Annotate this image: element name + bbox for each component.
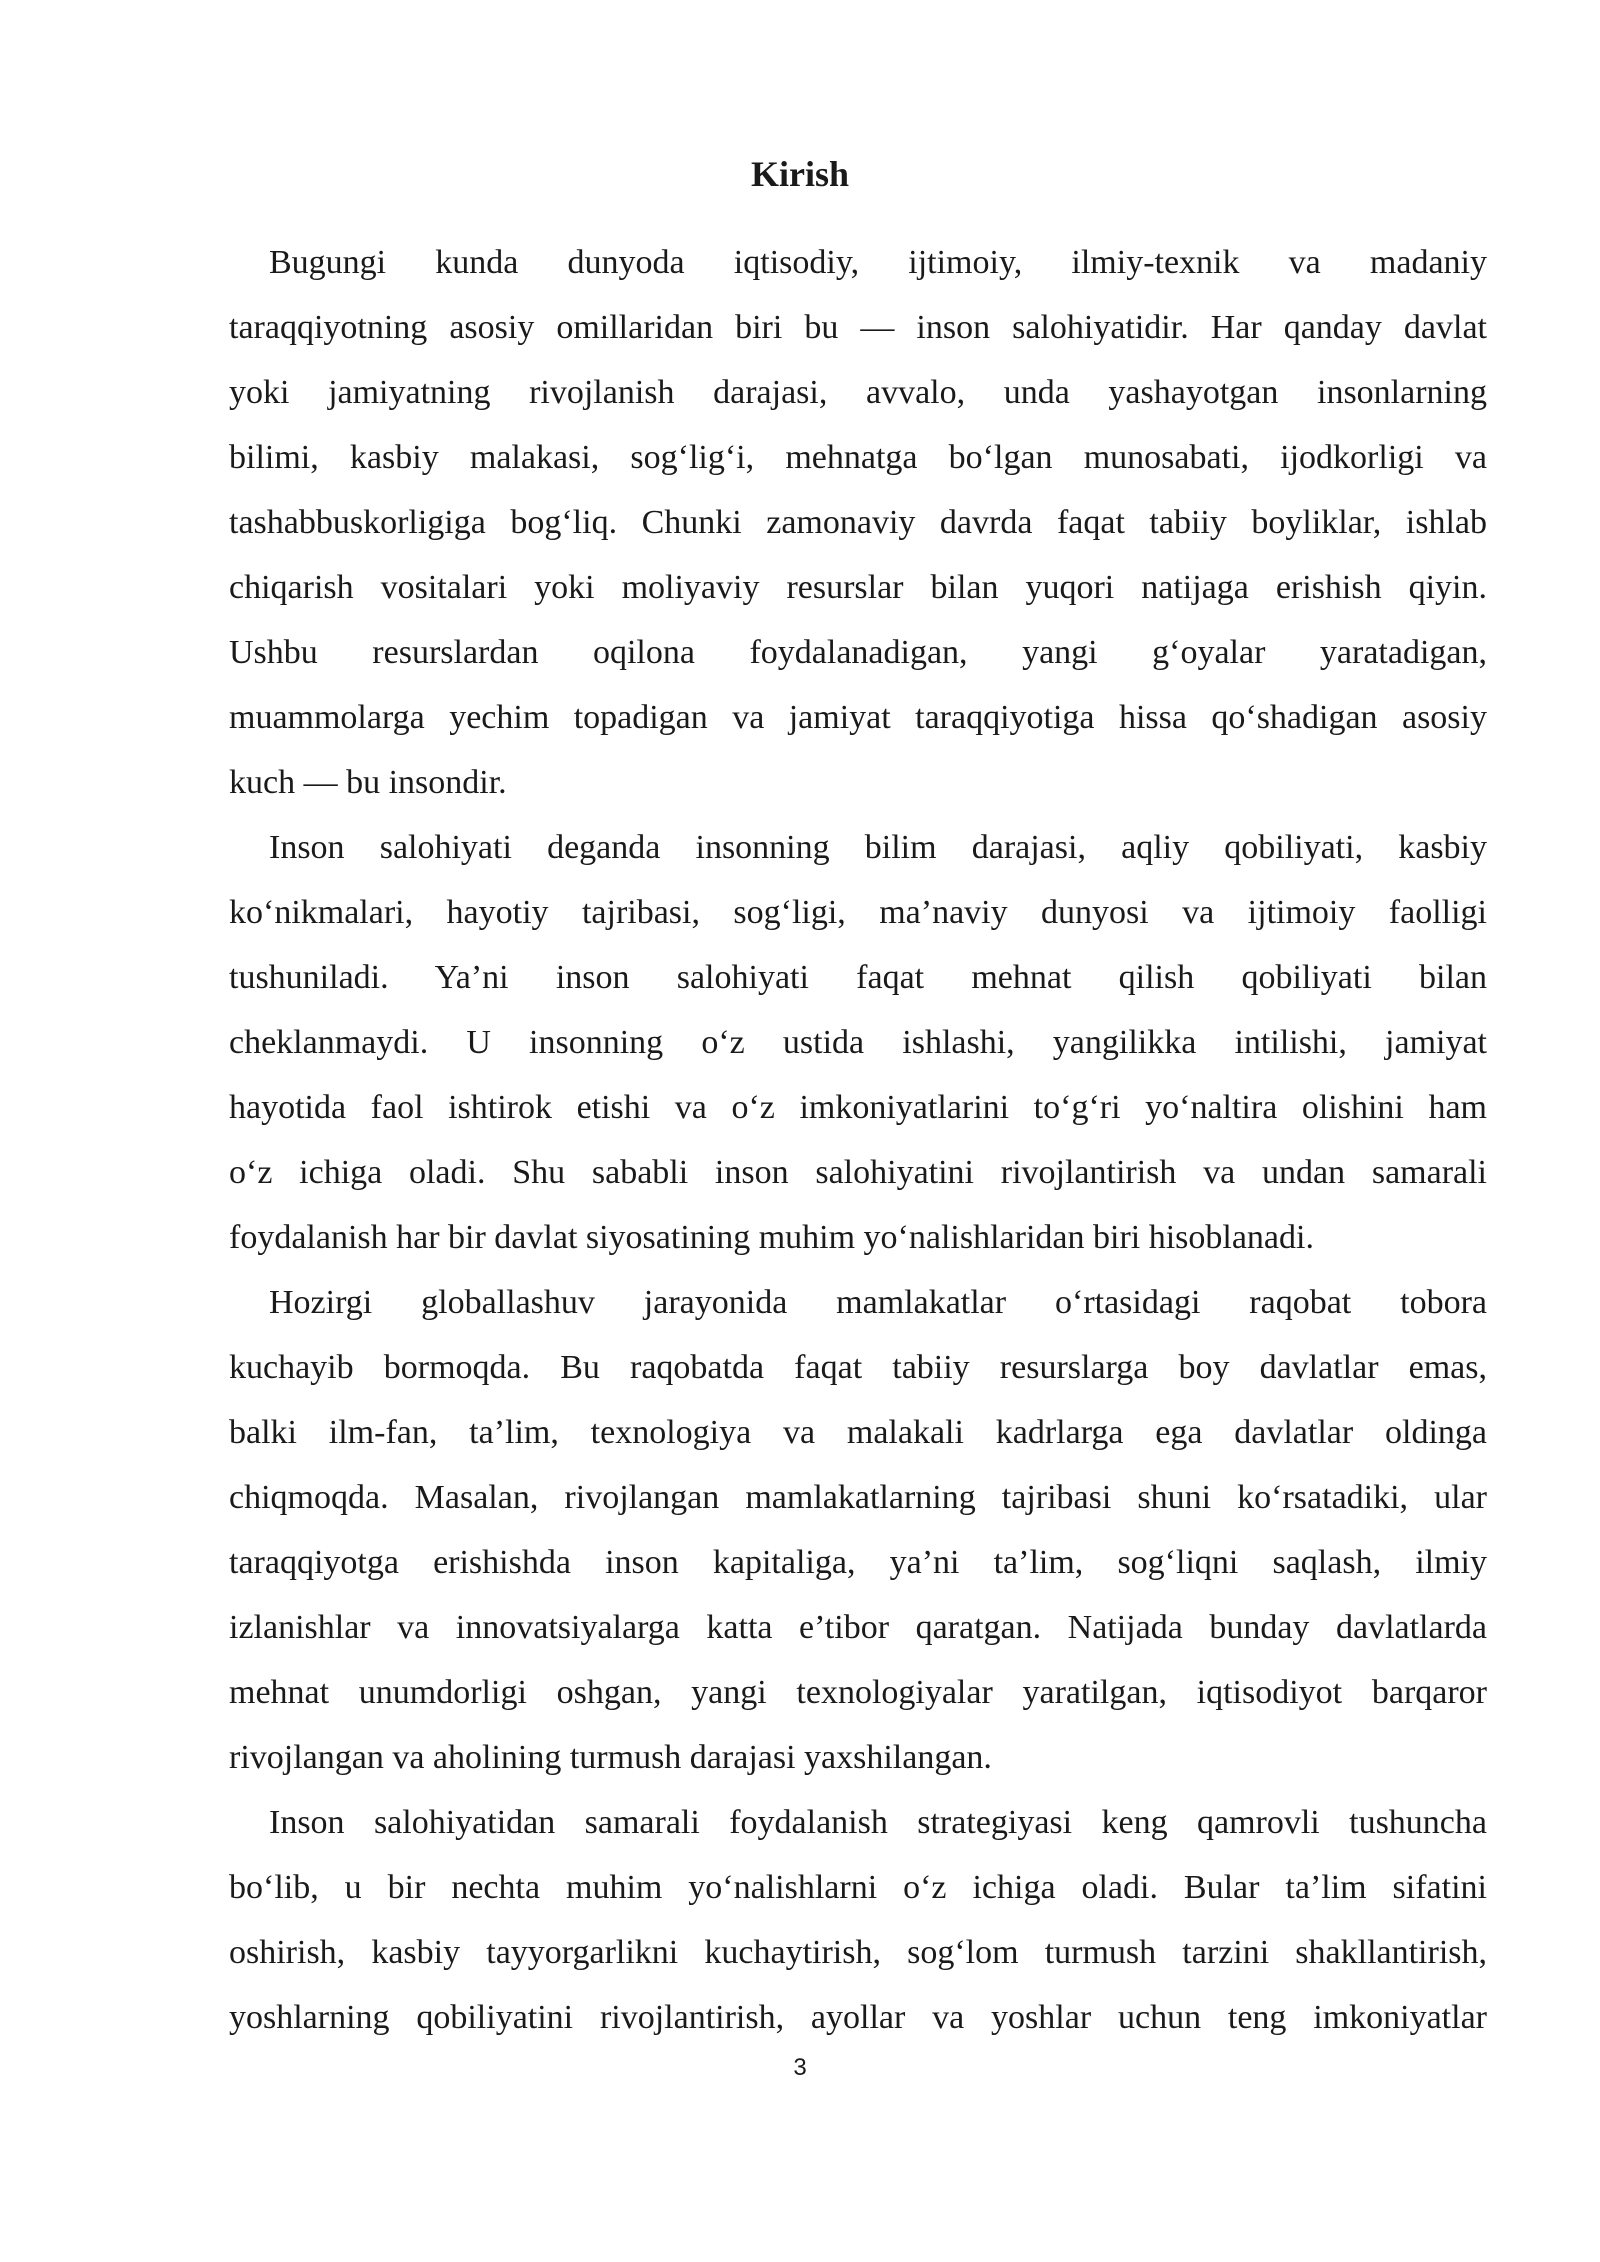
paragraph bbox=[229, 815, 1487, 1270]
paragraph-line: kuchayib bormoqda. Bu raqobatda faqat tabiiy resurslarga boy davlatlar emas, bbox=[229, 1349, 1487, 1386]
paragraph-line: muammolarga yechim topadigan va jamiyat taraqqiyotiga hissa qo‘shadigan asosiy bbox=[229, 699, 1487, 736]
body-text bbox=[229, 230, 1487, 2050]
paragraph-line: tushuniladi. Ya’ni inson salohiyati faqat mehnat qilish qobiliyati bilan bbox=[229, 959, 1487, 996]
paragraph-line: izlanishlar va innovatsiyalarga katta e’tibor qaratgan. Natijada bunday davlatlarda bbox=[229, 1609, 1487, 1646]
paragraph-line: tashabbuskorligiga bog‘liq. Chunki zamonaviy davrda faqat tabiiy boyliklar, ishlab bbox=[229, 504, 1487, 541]
paragraph-line: foydalanish har bir davlat siyosatining muhim yo‘nalishlaridan biri hisoblanadi. bbox=[229, 1219, 1314, 1256]
paragraph bbox=[229, 230, 1487, 815]
paragraph-line: Inson salohiyatidan samarali foydalanish strategiyasi keng qamrovli tushuncha bbox=[269, 1804, 1487, 1841]
page-number: 3 bbox=[793, 2054, 807, 2081]
paragraph-line: bo‘lib, u bir nechta muhim yo‘nalishlarni o‘z ichiga oladi. Bular ta’lim sifatini bbox=[229, 1869, 1487, 1906]
paragraph-line: bilimi, kasbiy malakasi, sog‘lig‘i, mehnatga bo‘lgan munosabati, ijodkorligi va bbox=[229, 439, 1487, 476]
paragraph-line: taraqqiyotga erishishda inson kapitaliga, ya’ni ta’lim, sog‘liqni saqlash, ilmiy bbox=[229, 1544, 1487, 1581]
paragraph-line: yoki jamiyatning rivojlanish darajasi, avvalo, unda yashayotgan insonlarning bbox=[229, 374, 1487, 411]
paragraph-line: oshirish, kasbiy tayyorgarlikni kuchaytirish, sog‘lom turmush tarzini shakllantirish, bbox=[229, 1934, 1487, 1971]
paragraph-line: ko‘nikmalari, hayotiy tajribasi, sog‘ligi, ma’naviy dunyosi va ijtimoiy faolligi bbox=[229, 894, 1487, 931]
paragraph-line: hayotida faol ishtirok etishi va o‘z imkoniyatlarini to‘g‘ri yo‘naltira olishini ham bbox=[229, 1089, 1487, 1126]
paragraph-line: cheklanmaydi. U insonning o‘z ustida ishlashi, yangilikka intilishi, jamiyat bbox=[229, 1024, 1487, 1061]
paragraph bbox=[229, 1270, 1487, 1790]
paragraph-line: mehnat unumdorligi oshgan, yangi texnologiyalar yaratilgan, iqtisodiyot barqaror bbox=[229, 1674, 1487, 1711]
paragraph-line: Inson salohiyati deganda insonning bilim darajasi, aqliy qobiliyati, kasbiy bbox=[269, 829, 1487, 866]
paragraph-line: balki ilm-fan, ta’lim, texnologiya va malakali kadrlarga ega davlatlar oldinga bbox=[229, 1414, 1487, 1451]
paragraph-line: kuch — bu insondir. bbox=[229, 764, 507, 801]
paragraph-line: rivojlangan va aholining turmush darajasi yaxshilangan. bbox=[229, 1739, 992, 1776]
page-title: Kirish bbox=[750, 154, 849, 194]
paragraph bbox=[229, 1790, 1487, 2050]
paragraph-line: chiqmoqda. Masalan, rivojlangan mamlakatlarning tajribasi shuni ko‘rsatadiki, ular bbox=[229, 1479, 1487, 1516]
paragraph-line: yoshlarning qobiliyatini rivojlantirish, ayollar va yoshlar uchun teng imkoniyatlar bbox=[229, 1999, 1487, 2036]
paragraph-line: Ushbu resurslardan oqilona foydalanadigan, yangi g‘oyalar yaratadigan, bbox=[229, 634, 1487, 671]
paragraph-line: Hozirgi globallashuv jarayonida mamlakatlar o‘rtasidagi raqobat tobora bbox=[269, 1284, 1487, 1321]
paragraph-line: taraqqiyotning asosiy omillaridan biri bu — inson salohiyatidir. Har qanday davlat bbox=[229, 309, 1487, 346]
paragraph-line: Bugungi kunda dunyoda iqtisodiy, ijtimoiy, ilmiy-texnik va madaniy bbox=[269, 244, 1487, 281]
paragraph-line: chiqarish vositalari yoki moliyaviy resurslar bilan yuqori natijaga erishish qiyin. bbox=[229, 569, 1487, 606]
paragraph-line: o‘z ichiga oladi. Shu sababli inson salohiyatini rivojlantirish va undan samarali bbox=[229, 1154, 1487, 1191]
